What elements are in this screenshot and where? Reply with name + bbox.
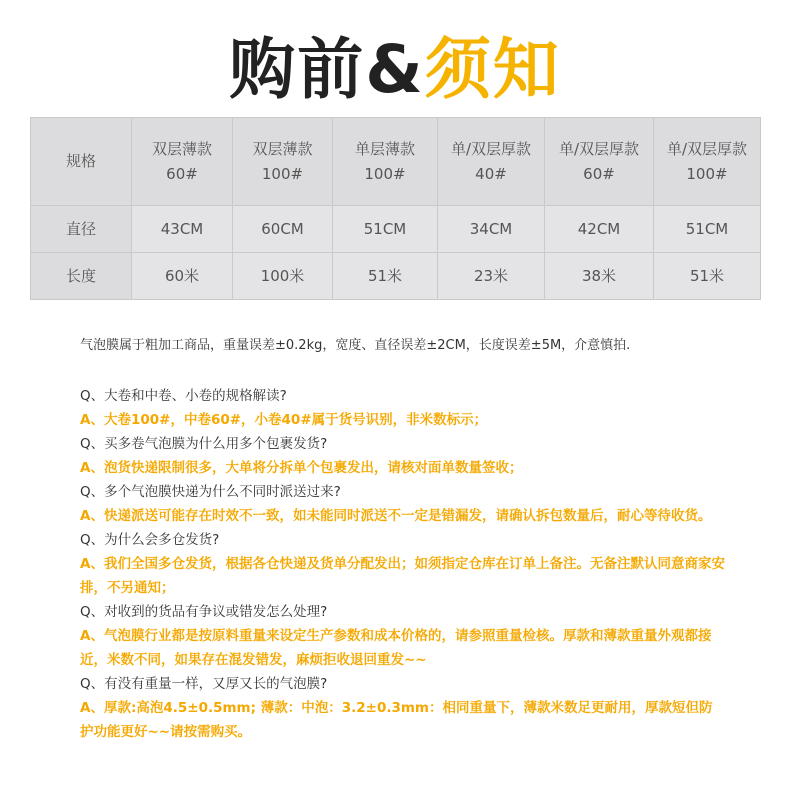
table-cell: 42CM [545, 206, 654, 253]
header-line2: 100# [261, 164, 304, 183]
title-part2: 须知 [424, 31, 561, 108]
header-line2: 40# [475, 164, 507, 183]
header-line2: 60# [166, 164, 198, 183]
header-cell [438, 118, 545, 206]
table-cell: 23米 [438, 253, 545, 300]
header-cell [132, 118, 233, 206]
faq-answer: A、大卷100#，中卷60#，小卷40#属于货号识别，非米数标示； [80, 412, 488, 428]
row-label-cell: 直径 [31, 206, 132, 253]
faq-answer: A、泡货快递限制很多，大单将分拆单个包裹发出，请核对面单数量签收； [80, 460, 523, 476]
header-line1: 单/双层厚款 [450, 139, 532, 158]
row-label-cell: 长度 [31, 253, 132, 300]
header-line1: 双层薄款 [151, 139, 212, 158]
header-line1: 单/双层厚款 [666, 139, 748, 158]
faq-question: Q、多个气泡膜快递为什么不同时派送过来? [80, 484, 341, 500]
faq-answer: A、厚款:高泡4.5±0.5mm; 薄款：中泡：3.2±0.3mm：相同重量下，薄款米数足更耐用，厚款短但防护功能更好~~请按需购买。 [80, 700, 713, 740]
header-line2: 100# [686, 164, 728, 183]
faq-question: Q、大卷和中卷、小卷的规格解读? [80, 388, 287, 404]
header-line1: 单层薄款 [354, 139, 415, 158]
tolerance-note: 气泡膜属于粗加工商品，重量误差±0.2kg，宽度、直径误差±2CM，长度误差±5M，介意慎拍. [80, 338, 631, 353]
faq-question: Q、为什么会多仓发货? [80, 532, 220, 548]
header-cell [233, 118, 333, 206]
faq-list [80, 384, 725, 744]
faq-question: Q、买多卷气泡膜为什么用多个包裹发货? [80, 436, 328, 452]
table-row-diameter [31, 206, 761, 253]
table-cell: 38米 [545, 253, 654, 300]
table-cell: 34CM [438, 206, 545, 253]
table-cell: 51米 [654, 253, 761, 300]
header-line1: 单/双层厚款 [558, 139, 640, 158]
table-cell: 51CM [654, 206, 761, 253]
table-row-length [31, 253, 761, 300]
page-title [0, 28, 790, 112]
faq-answer: A、快递派送可能存在时效不一致，如未能同时派送不一定是错漏发，请确认拆包数量后，耐心等待收货。 [80, 508, 712, 524]
header-line2: 100# [364, 164, 406, 183]
table-cell: 51CM [333, 206, 438, 253]
faq-question: Q、有没有重量一样，又厚又长的气泡膜? [80, 676, 328, 692]
table-cell: 43CM [132, 206, 233, 253]
faq-question: Q、对收到的货品有争议或错发怎么处理? [80, 604, 328, 620]
table-cell: 51米 [333, 253, 438, 300]
table-cell: 60CM [233, 206, 333, 253]
spec-table [30, 117, 761, 300]
header-label-cell: 规格 [31, 118, 132, 206]
table-cell: 60米 [132, 253, 233, 300]
header-line1: 双层薄款 [252, 139, 313, 158]
table-cell: 100米 [233, 253, 333, 300]
table-header-row [31, 118, 761, 206]
header-line2: 60# [583, 164, 615, 183]
header-cell [654, 118, 761, 206]
faq-answer: A、我们全国多仓发货，根据各仓快递及货单分配发出；如须指定仓库在订单上备注。无备注默认同意商家安排，不另通知； [80, 556, 725, 596]
faq-answer: A、气泡膜行业都是按原料重量来设定生产参数和成本价格的，请参照重量检核。厚款和薄款重量外观都接近，米数不同，如果存在混发错发，麻烦拒收退回重发~~ [80, 628, 712, 668]
header-cell [545, 118, 654, 206]
header-cell [333, 118, 438, 206]
title-part1: 购前& [229, 31, 425, 108]
